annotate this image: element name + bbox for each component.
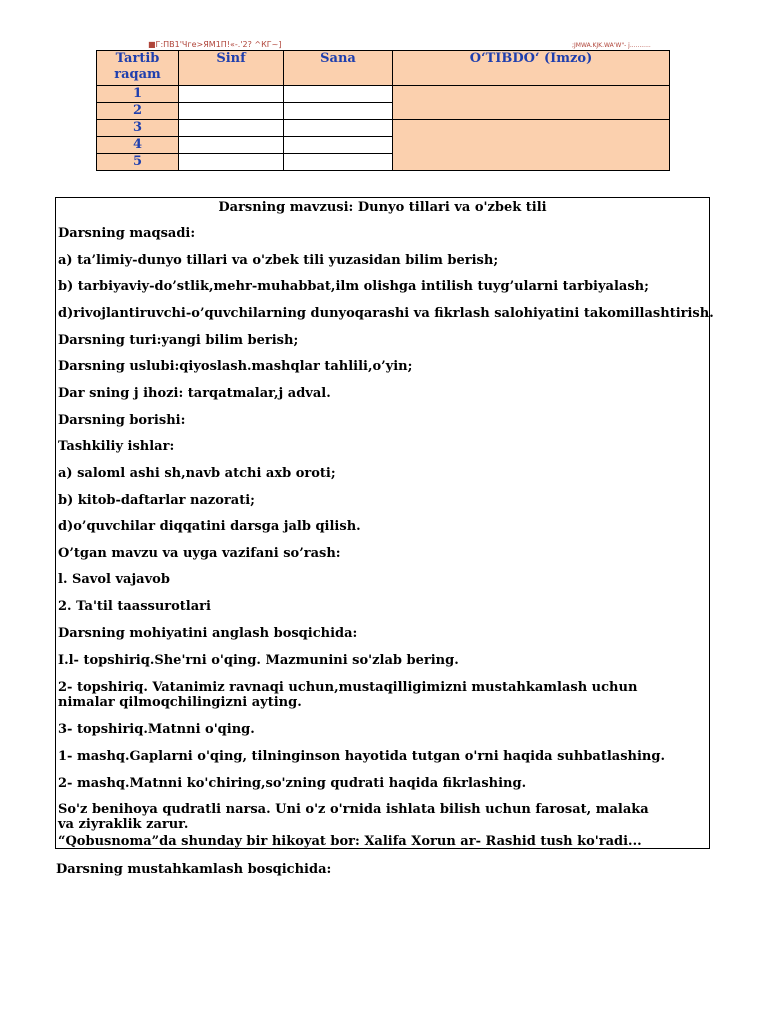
grade-table — [96, 50, 670, 171]
row-number: 2 — [97, 103, 179, 120]
sinf-cell[interactable] — [179, 86, 284, 103]
lesson-line: Darsning uslubi:qiyoslash.mashqlar tahlili,o’yin; — [58, 359, 413, 374]
header-noise-right: ;JMWA.KJK.WA'W"- j........... — [572, 42, 651, 49]
signature-cell[interactable] — [393, 120, 670, 171]
sinf-cell[interactable] — [179, 137, 284, 154]
sinf-cell[interactable] — [179, 120, 284, 137]
lesson-line: 1- mashq.Gaplarni o'qing, tilninginson hayotida tutgan o'rni haqida suhbatlashing. — [58, 749, 665, 764]
lesson-line: 3- topshiriq.Matnni o'qing. — [58, 722, 255, 737]
lesson-line: Darsning borishi: — [58, 413, 186, 428]
row-number: 3 — [97, 120, 179, 137]
header-tartib-raqam: Tartib raqam — [97, 51, 179, 86]
sana-cell[interactable] — [284, 120, 393, 137]
lesson-plan-box — [55, 197, 714, 849]
lesson-line: d)o’quvchilar diqqatini darsga jalb qilish. — [58, 519, 361, 534]
row-number: 4 — [97, 137, 179, 154]
lesson-line: “Qobusnoma”da shunday bir hikoyat bor: Xalifa Xorun ar- Rashid tush ko'radi... — [58, 834, 642, 849]
sana-cell[interactable] — [284, 137, 393, 154]
lesson-line: Darsning turi:yangi bilim berish; — [58, 333, 299, 348]
header-otibdo-imzo: O‘TIBDO‘ (Imzo) — [393, 51, 670, 86]
lesson-line: b) tarbiyaviy-do’stlik,mehr-muhabbat,ilm olishga intilish tuyg’ularni tarbiyalash; — [58, 279, 649, 294]
row-number: 5 — [97, 154, 179, 171]
header-sinf: Sinf — [179, 51, 284, 86]
lesson-line: a) saloml ashi sh,navb atchi axb oroti; — [58, 466, 336, 481]
lesson-line: O’tgan mavzu va uyga vazifani so’rash: — [58, 546, 341, 561]
row-number: 1 — [97, 86, 179, 103]
lesson-line: b) kitob-daftarlar nazorati; — [58, 493, 255, 508]
lesson-topic-title: Darsning mavzusi: Dunyo tillari va o'zbek tili — [218, 200, 547, 215]
lesson-line: a) ta’limiy-dunyo tillari va o'zbek tili yuzasidan bilim berish; — [58, 253, 499, 268]
sinf-cell[interactable] — [179, 103, 284, 120]
lesson-line: 2. Ta'til taassurotlari — [58, 599, 211, 614]
sana-cell[interactable] — [284, 103, 393, 120]
lesson-line: 2- topshiriq. Vatanimiz ravnaqi uchun,mustaqilligimizni mustahkamlash uchun nimalar qilmoqchilingizni ayting. — [58, 680, 638, 710]
header-sana: Sana — [284, 51, 393, 86]
sana-cell[interactable] — [284, 154, 393, 171]
sinf-cell[interactable] — [179, 154, 284, 171]
sana-cell[interactable] — [284, 86, 393, 103]
lesson-line: I.l- topshiriq.She'rni o'qing. Mazmunini so'zlab bering. — [58, 653, 459, 668]
lesson-line: So'z benihoya qudratli narsa. Uni o'z o'rnida ishlata bilish uchun farosat, malaka va ziyraklik zarur. — [58, 802, 649, 832]
lesson-line: d)rivojlantiruvchi-o’quvchilarning dunyoqarashi va fikrlash salohiyatini takomillashtirish. — [58, 306, 714, 321]
lesson-line: 2- mashq.Matnni ko'chiring,so'zning qudrati haqida fikrlashing. — [58, 776, 527, 791]
lesson-line: Tashkiliy ishlar: — [58, 439, 175, 454]
lesson-line: Darsning maqsadi: — [58, 226, 196, 241]
lesson-line: Darsning mohiyatini anglash bosqichida: — [58, 626, 358, 641]
lesson-line: Dar sning j ihozi: tarqatmalar,j adval. — [58, 386, 331, 401]
header-noise-left: ■Г:ПВ1'Чге>ЯМ1П!«-.'2? ^КГ~] — [148, 40, 282, 49]
lesson-line: l. Savol vajavob — [58, 572, 170, 587]
signature-cell[interactable] — [393, 86, 670, 120]
reinforcement-stage-heading: Darsning mustahkamlash bosqichida: — [56, 862, 332, 877]
